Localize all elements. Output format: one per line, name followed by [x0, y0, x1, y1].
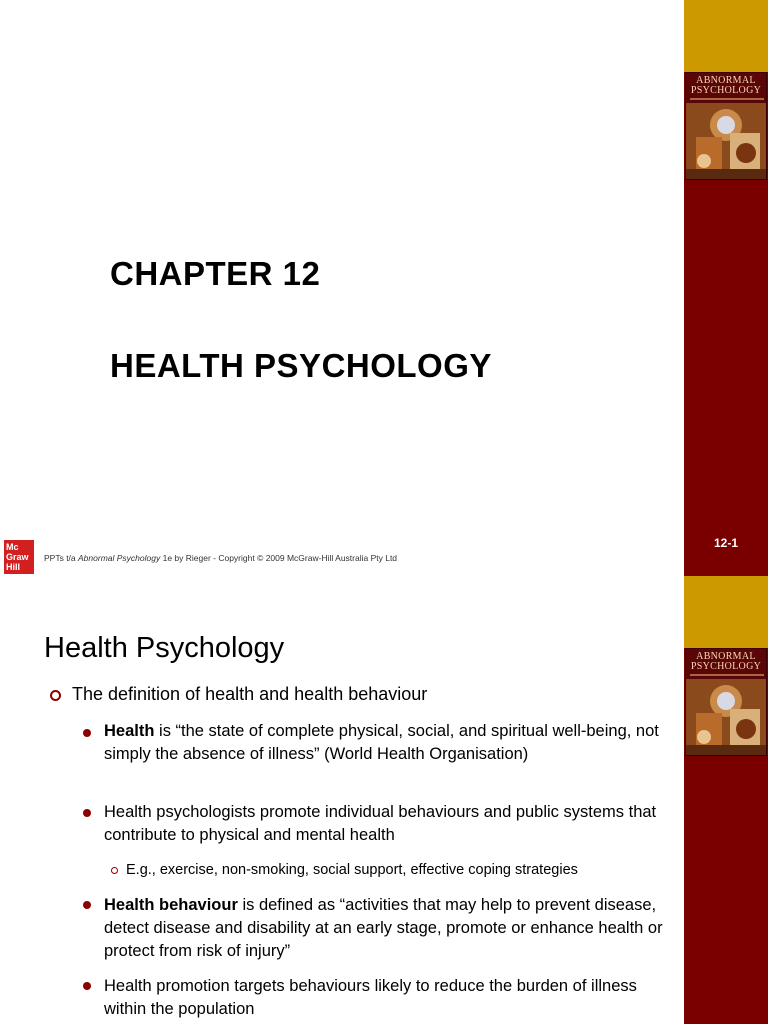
sidebar-gold-band	[684, 576, 768, 648]
book-cover-title: ABNORMAL PSYCHOLOGY	[690, 75, 762, 96]
dot-bullet-icon	[83, 729, 91, 737]
slide-title: Health Psychology	[44, 632, 285, 664]
book-cover-art	[686, 679, 767, 756]
bullet-health-psychologists: Health psychologists promote individual behaviours and public systems that contribute to physical and mental health	[104, 803, 657, 844]
dot-bullet-icon	[83, 809, 91, 817]
small-ring-bullet-icon	[111, 867, 118, 874]
dot-bullet-icon	[83, 982, 91, 990]
copyright-notice: PPTs t/a Abnormal Psychology 1e by Rieger - Copyright © 2009 McGraw-Hill Australia Pty Ltd	[44, 553, 398, 563]
bullet-health-promotion: Health promotion targets behaviours likely to reduce the burden of illness within the population	[104, 977, 637, 1018]
chapter-subtitle: HEALTH PSYCHOLOGY	[110, 347, 492, 384]
ring-bullet-icon	[50, 690, 61, 701]
sidebar-gold-band	[684, 0, 768, 72]
book-cover-rule	[690, 98, 764, 100]
book-cover-thumbnail	[685, 72, 767, 180]
book-cover-rule	[690, 674, 764, 676]
book-cover-thumbnail	[685, 648, 767, 756]
bullet-health-definition: Health is “the state of complete physical, social, and spiritual well-being, not simply the absence of illness” (World Health Organisation)	[104, 722, 659, 763]
bullet-health-behaviour: Health behaviour is defined as “activities that may help to prevent disease, detect disease and disability at an early stage, promote or enhance health or protect from risk of injury”	[104, 896, 663, 960]
slide-sidebar	[684, 576, 768, 1024]
mcgraw-hill-logo: Mc Graw Hill	[4, 540, 34, 574]
dot-bullet-icon	[83, 901, 91, 909]
chapter-title: CHAPTER 12	[110, 255, 321, 292]
book-cover-title: ABNORMAL PSYCHOLOGY	[690, 651, 762, 672]
level1-bullet-text: The definition of health and health behaviour	[72, 684, 428, 704]
book-cover-art	[686, 103, 767, 180]
slide-number: 12-1	[713, 536, 739, 550]
content-slide	[0, 576, 768, 1024]
sub-bullet-examples: E.g., exercise, non-smoking, social support, effective coping strategies	[126, 862, 578, 878]
